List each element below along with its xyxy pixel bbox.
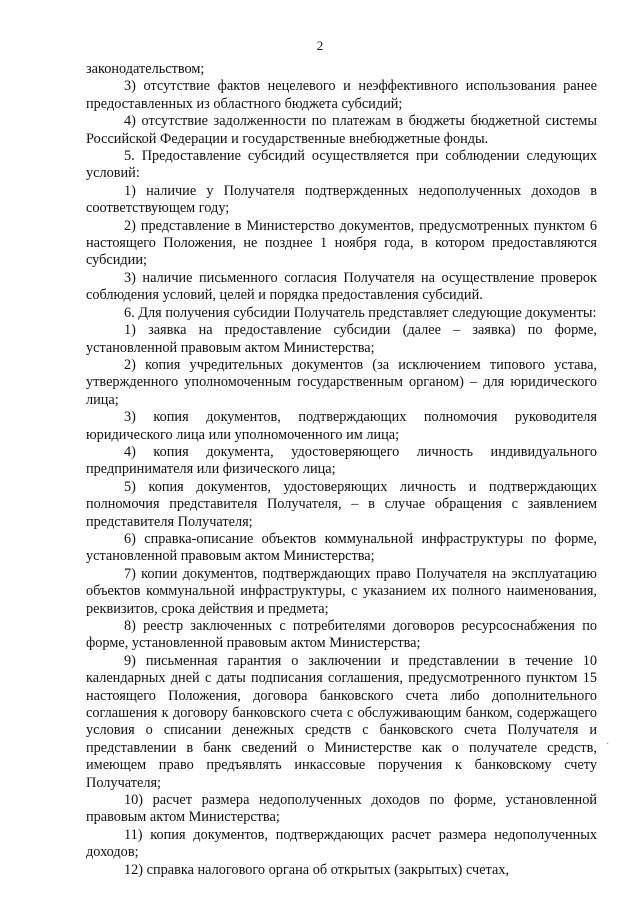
paragraph: 8) реестр заключенных с потребителями договоров ресурсоснабжения по форме, установленной правовым актом Министерства; [86, 618, 597, 652]
paragraph: 6. Для получения субсидии Получатель представляет следующие документы: [124, 304, 597, 321]
paragraph: 5. Предоставление субсидий осуществляется при соблюдении следующих условий: [86, 148, 597, 182]
paragraph: 11) копия документов, подтверждающих расчет размера недополученных доходов; [86, 826, 597, 861]
paragraph: 6) справка-описание объектов коммунальной инфраструктуры по форме, установленной правовым актом Министерства; [86, 530, 597, 565]
paragraph: 2) копия учредительных документов (за исключением типового устава, утвержденного уполномоченным государственным органом) – для юридического лица; [86, 356, 597, 408]
paragraph: 5) копия документов, удостоверяющих личность и подтверждающих полномочия представителя Получателя, – в случае обращения с заявлением представителя Получателя; [86, 478, 597, 530]
scan-mark: · [603, 737, 613, 751]
paragraph: 1) заявка на предоставление субсидии (далее – заявка) по форме, установленной правовым актом Министерства; [86, 322, 597, 356]
paragraph: 4) копия документа, удостоверяющего личность индивидуального предпринимателя или физического лица; [86, 443, 597, 478]
paragraph: 2) представление в Министерство документов, предусмотренных пунктом 6 настоящего Положения, не позднее 1 ноября года, в котором предоставляются субсидии; [86, 217, 597, 269]
paragraph: 4) отсутствие задолженности по платежам в бюджеты бюджетной системы Российской Федерации и государственные внебюджетные фонды. [86, 113, 597, 147]
document-body [86, 61, 597, 879]
page-number: 2 [316, 38, 324, 53]
paragraph: 1) наличие у Получателя подтвержденных недополученных доходов в соответствующем году; [86, 182, 597, 217]
paragraph: 3) копия документов, подтверждающих полномочия руководителя юридического лица или уполномоченного им лица; [86, 409, 597, 443]
paragraph: 3) отсутствие фактов нецелевого и неэффективного использования ранее предоставленных из областного бюджета субсидий; [86, 78, 597, 112]
paragraph: 7) копии документов, подтверждающих право Получателя на эксплуатацию объектов коммунальной инфраструктуры, с указанием их полного наименования, реквизитов, срока действия и предмета; [86, 565, 597, 617]
paragraph: 12) справка налогового органа об открытых (закрытых) счетах, [124, 861, 510, 878]
paragraph: 9) письменная гарантия о заключении и представлении в течение 10 календарных дней с даты подписания соглашения, предусмотренного пунктом 15 настоящего Положения, договора банковского счета либо дополнительного соглашения к договору банковского счета с обслуживающим банком, содержащего условия о списании денежных средств с банковского счета Получателя и представлении в банк сведений о Министерстве как о получателе средств, имеющем право предъявлять инкассовые поручения к банковскому счету Получателя; [86, 652, 597, 791]
paragraph: 3) наличие письменного согласия Получателя на осуществление проверок соблюдения условий, целей и порядка предоставления субсидий. [86, 269, 597, 304]
paragraph: законодательством; [86, 61, 205, 77]
paragraph: 10) расчет размера недополученных доходов по форме, установленной правовым актом Министерства; [86, 792, 597, 826]
